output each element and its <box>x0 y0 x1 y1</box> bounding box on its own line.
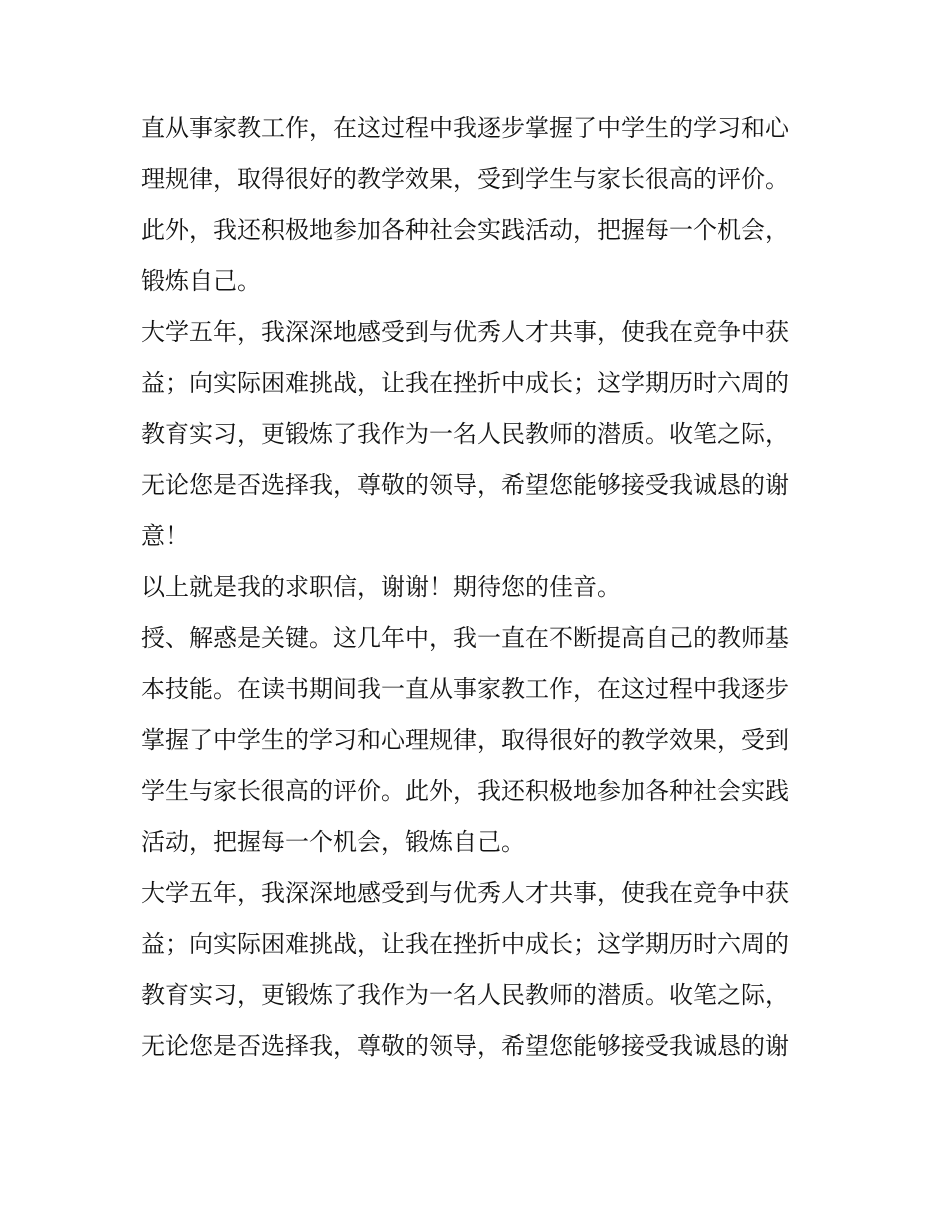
text-line: 以上就是我的求职信，谢谢！期待您的佳音。 <box>141 573 621 601</box>
document-body <box>141 103 813 1072</box>
text-line: 理规律，取得很好的教学效果，受到学生与家长很高的评价。 <box>141 165 789 193</box>
text-line: 意！ <box>141 522 189 550</box>
text-line: 大学五年，我深深地感受到与优秀人才共事，使我在竞争中获 <box>141 879 789 907</box>
text-line: 此外，我还积极地参加各种社会实践活动，把握每一个机会， <box>141 216 789 244</box>
text-line: 无论您是否选择我，尊敬的领导，希望您能够接受我诚恳的谢 <box>141 1032 789 1060</box>
text-line: 教育实习，更锻炼了我作为一名人民教师的潜质。收笔之际， <box>141 420 789 448</box>
text-line: 活动，把握每一个机会，锻炼自己。 <box>141 828 525 856</box>
text-line: 直从事家教工作，在这过程中我逐步掌握了中学生的学习和心 <box>141 114 789 142</box>
text-line: 益；向实际困难挑战，让我在挫折中成长；这学期历时六周的 <box>141 369 789 397</box>
text-line: 大学五年，我深深地感受到与优秀人才共事，使我在竞争中获 <box>141 318 789 346</box>
text-line: 学生与家长很高的评价。此外，我还积极地参加各种社会实践 <box>141 777 789 805</box>
text-line: 教育实习，更锻炼了我作为一名人民教师的潜质。收笔之际， <box>141 981 789 1009</box>
text-line: 无论您是否选择我，尊敬的领导，希望您能够接受我诚恳的谢 <box>141 471 789 499</box>
text-line: 益；向实际困难挑战，让我在挫折中成长；这学期历时六周的 <box>141 930 789 958</box>
text-line: 本技能。在读书期间我一直从事家教工作，在这过程中我逐步 <box>141 675 789 703</box>
text-line: 授、解惑是关键。这几年中，我一直在不断提高自己的教师基 <box>141 624 789 652</box>
text-line: 锻炼自己。 <box>141 267 261 295</box>
text-line: 掌握了中学生的学习和心理规律，取得很好的教学效果，受到 <box>141 726 789 754</box>
